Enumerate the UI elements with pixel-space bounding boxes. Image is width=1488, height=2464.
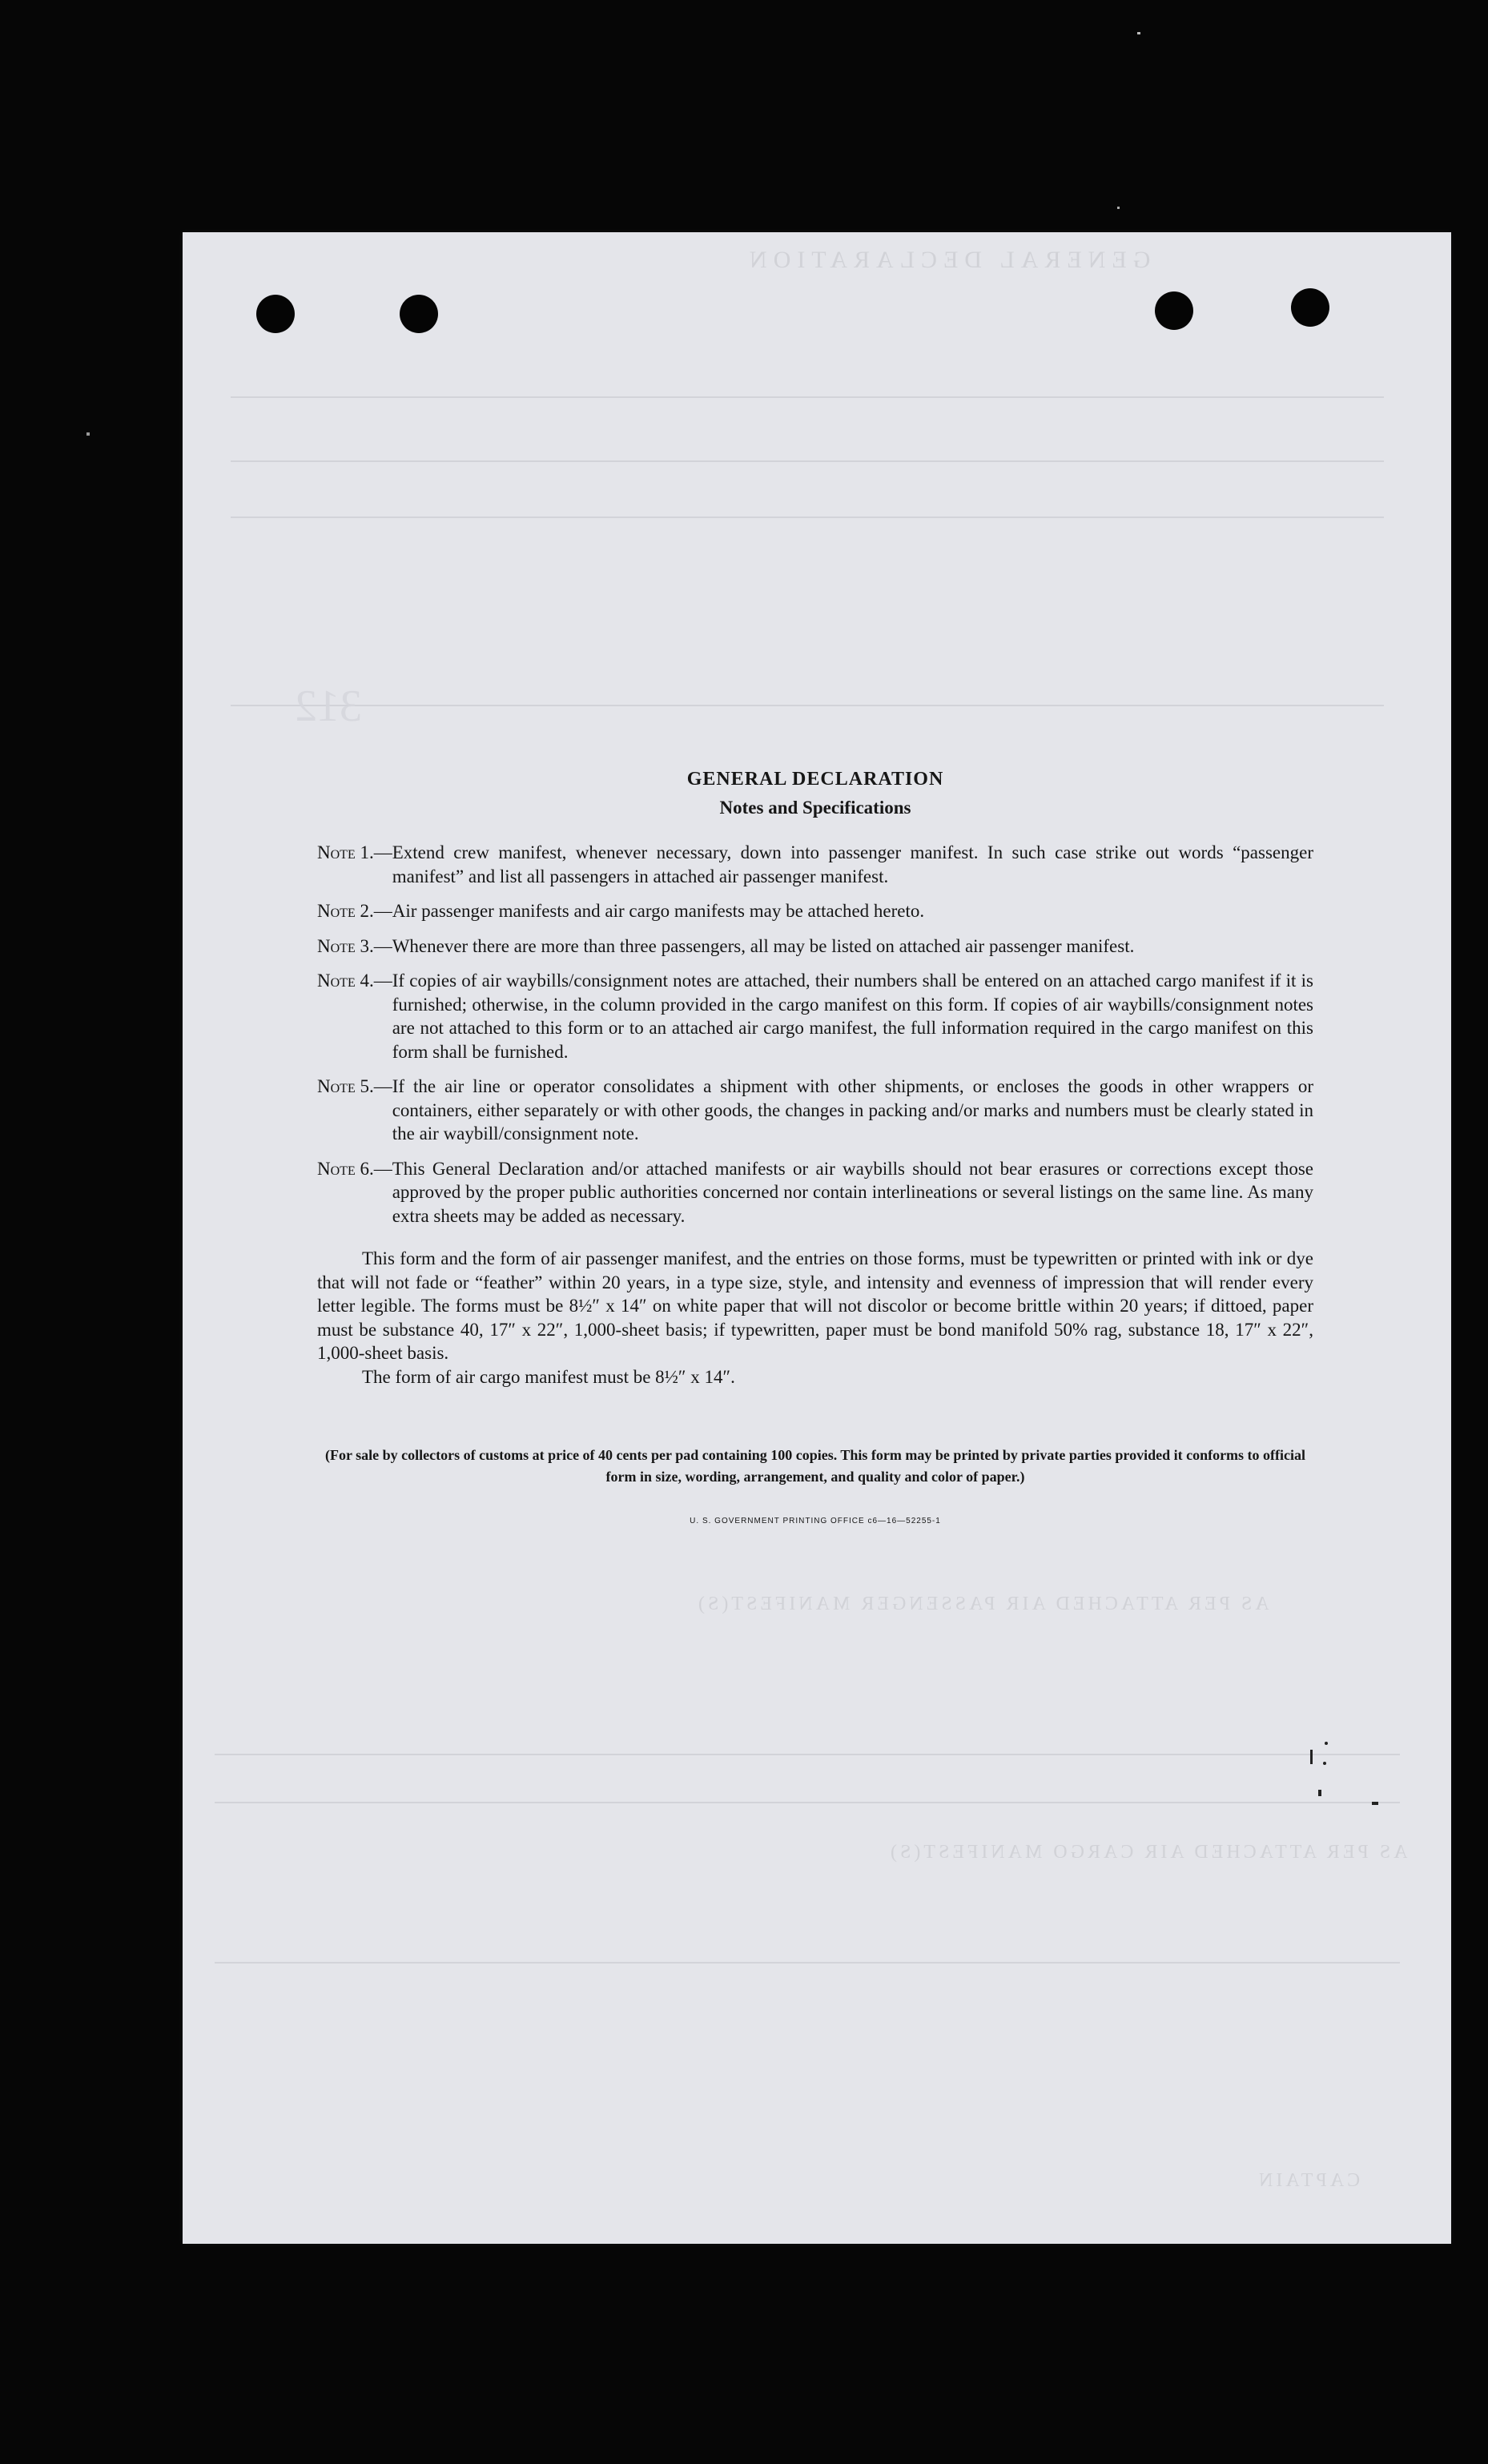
show-through-line-5: [215, 1754, 1400, 1755]
note-label: Note 6.—: [317, 1158, 392, 1179]
note-2: [317, 899, 1313, 923]
speck-left: [86, 432, 90, 436]
note-text: If copies of air waybills/consignment notes are attached, their numbers shall be entered on an attached cargo manifest if it is furnished; otherwise, in the column provided in the cargo manifest on this form. If copies of air waybills/consignment notes are not attached to this form or to an attached air cargo manifest, the full information required in the cargo manifest on this form shall be furnished.: [392, 971, 1313, 1062]
note-1: [317, 841, 1313, 888]
punch-hole-2: [400, 295, 438, 333]
show-through-cargo-heading: AS PER ATTACHED AIR CARGO MANIFEST(S): [887, 1842, 1408, 1863]
cargo-manifest-size-line: The form of air cargo manifest must be 8½″ x 14″.: [362, 1366, 735, 1387]
ink-mark-4: [1318, 1790, 1321, 1796]
show-through-line-1: [231, 396, 1384, 398]
note-text: This General Declaration and/or attached manifests or air waybills should not bear erasures or corrections except those approved by the proper public authorities concerned nor contain interlineations or several listings on the same line. As many extra sheets may be added as necessary.: [392, 1158, 1313, 1226]
note-text: Extend crew manifest, whenever necessary, down into passenger manifest. In such case strike out words “passenger manifest” and list all passengers in attached air passenger manifest.: [392, 842, 1313, 886]
form-specification-paragraph: This form and the form of air passenger manifest, and the entries on those forms, must be typewritten or printed with ink or dye that will not fade or “feather” within 20 years, in a type size, style, and intensity and evenness of impression that will render every letter legible. The forms must be 8½″ x 14″ on white paper that will not discolor or become brittle within 20 years; if dittoed, paper must be substance 40, 17″ x 22″, 1,000-sheet basis; if typewritten, paper must be bond manifold 50% rag, substance 18, 17″ x 22″, 1,000-sheet basis.: [317, 1248, 1313, 1363]
note-label: Note 4.—: [317, 971, 392, 991]
ink-mark-5: [1372, 1802, 1378, 1805]
show-through-header: GENERAL DECLARATION: [743, 247, 1151, 273]
printing-office-imprint: U. S. GOVERNMENT PRINTING OFFICE c6—16—52255-1: [690, 1517, 941, 1525]
show-through-line-4: [231, 705, 1384, 706]
punch-hole-1: [256, 295, 295, 333]
note-label: Note 5.—: [317, 1076, 392, 1096]
note-label: Note 2.—: [317, 901, 392, 921]
show-through-line-2: [231, 460, 1384, 462]
speck-top: [1137, 32, 1140, 34]
ink-mark-3: [1323, 1762, 1326, 1765]
show-through-passenger-heading: AS PER ATTACHED AIR PASSENGER MANIFEST(S): [695, 1594, 1269, 1614]
show-through-line-6: [215, 1802, 1400, 1803]
note-text: If the air line or operator consolidates a shipment with other shipments, or encloses the goods in other wrappers or containers, either separately or with other goods, the changes in packing and/or marks and numbers must be clearly stated in the air waybill/consignment note.: [392, 1076, 1313, 1144]
punch-hole-3: [1155, 291, 1193, 330]
show-through-number: 312: [295, 681, 362, 731]
page-title: GENERAL DECLARATION: [686, 769, 944, 790]
note-6: [317, 1157, 1313, 1228]
document-page: [183, 232, 1451, 2244]
sale-note: (For sale by collectors of customs at price of 40 cents per pad containing 100 copies. This form may be printed by private parties provided it conforms to official form in size, wording, arrangement, and quality and color of paper.): [324, 1447, 1306, 1485]
note-label: Note 3.—: [317, 935, 392, 956]
punch-hole-4: [1291, 288, 1329, 327]
declaration-content: [317, 766, 1313, 1525]
note-text: Air passenger manifests and air cargo manifests may be attached hereto.: [392, 901, 925, 921]
speck-right: [1117, 207, 1120, 209]
ink-mark-1: [1310, 1750, 1313, 1764]
page-subtitle: Notes and Specifications: [719, 798, 911, 818]
show-through-line-7: [215, 1962, 1400, 1964]
show-through-captain: CAPTAIN: [1256, 2170, 1361, 2191]
note-4: [317, 969, 1313, 1063]
note-5: [317, 1075, 1313, 1146]
note-3: [317, 935, 1313, 959]
show-through-line-3: [231, 517, 1384, 518]
note-label: Note 1.—: [317, 842, 392, 862]
note-text: Whenever there are more than three passengers, all may be listed on attached air passenger manifest.: [392, 935, 1135, 956]
ink-mark-2: [1325, 1742, 1328, 1745]
